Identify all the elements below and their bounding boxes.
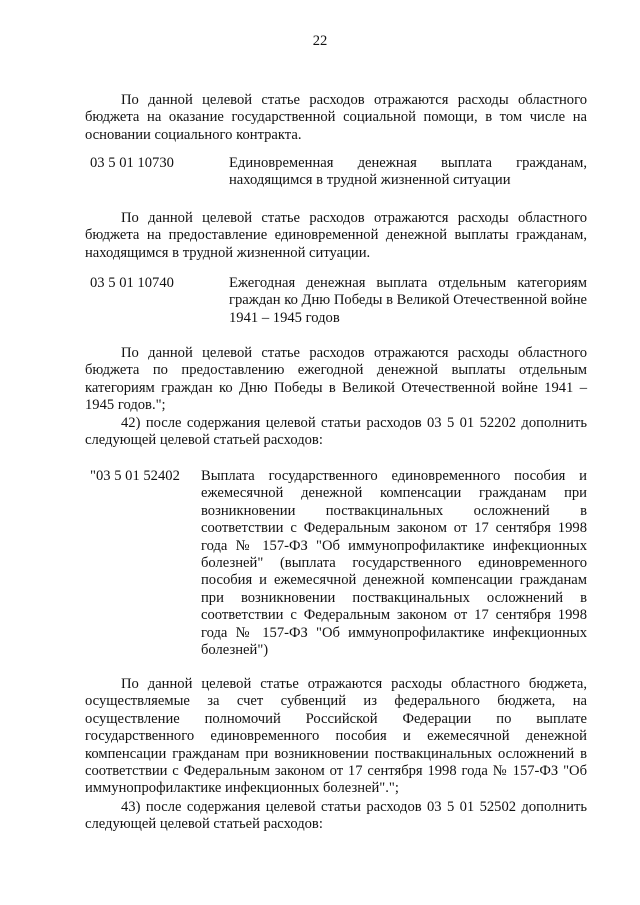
entry-1-code: 03 5 01 10730 (90, 155, 174, 171)
paragraph-1: По данной целевой статье расходов отражаются расходы областного бюджета на оказание государственной социальной помощи, в том числе на основании социального контракта. (85, 92, 587, 143)
page-number: 22 (312, 33, 328, 49)
entry-3-code: "03 5 01 52402 (90, 468, 180, 484)
paragraph-2: По данной целевой статье расходов отражаются расходы областного бюджета на предоставление единовременной денежной выплаты гражданам, находящимся в трудной жизненной ситуации. (85, 210, 587, 261)
paragraph-4: 42) после содержания целевой статьи расходов 03 5 01 52202 дополнить следующей целевой статьей расходов: (85, 415, 587, 449)
entry-1-title: Единовременная денежная выплата гражданам, находящимся в трудной жизненной ситуации (229, 155, 587, 189)
entry-2-code: 03 5 01 10740 (90, 275, 174, 291)
paragraph-6: 43) после содержания целевой статьи расходов 03 5 01 52502 дополнить следующей целевой статьей расходов: (85, 799, 587, 833)
paragraph-5: По данной целевой статье отражаются расходы областного бюджета, осуществляемые за счет субвенций из федерального бюджета, на осуществление полномочий Российской Федерации по выплате государственного единовременного пособия и ежемесячной денежной компенсации гражданам при возникновении поствакцинальных осложнений в соответствии с Федеральным законом от 17 сентября 1998 года № 157-ФЗ "Об иммунопрофилактике инфекционных болезней"."; (85, 676, 587, 797)
entry-3-title: Выплата государственного единовременного пособия и ежемесячной денежной компенсации гражданам при возникновении поствакцинальных осложнений в соответствии с Федеральным законом от 17 сентября 1998 года № 157-ФЗ "Об иммунопрофилактике инфекционных болезней" (выплата государственного единовременного пособия и ежемесячной денежной компенсации гражданам при возникновении поствакцинальных осложнений в соответствии с Федеральным законом от 17 сентября 1998 года № 157-ФЗ "Об иммунопрофилактике инфекционных болезней") (201, 468, 587, 659)
entry-2-title: Ежегодная денежная выплата отдельным категориям граждан ко Дню Победы в Великой Отечественной войне 1941 – 1945 годов (229, 275, 587, 326)
paragraph-3: По данной целевой статье расходов отражаются расходы областного бюджета по предоставлению ежегодной денежной выплаты отдельным категориям граждан ко Дню Победы в Великой Отечественной войне 1941 – 1945 годов."; (85, 345, 587, 414)
